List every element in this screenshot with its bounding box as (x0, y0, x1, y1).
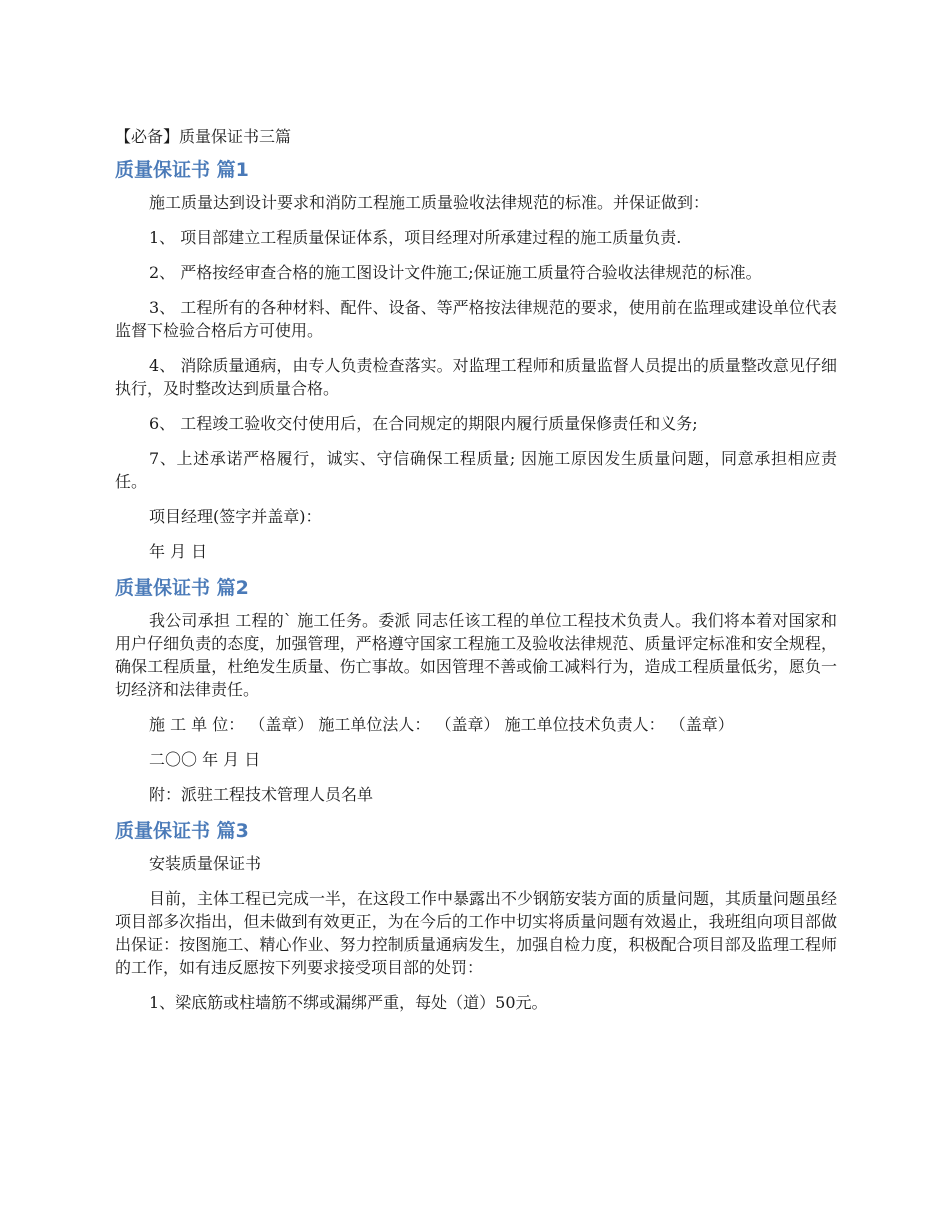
paragraph: 施工质量达到设计要求和消防工程施工质量验收法律规范的标准。并保证做到： (149, 193, 710, 212)
section-heading-1: 质量保证书 篇1 (115, 159, 249, 181)
paragraph: 目前，主体工程已完成一半，在这段工作中暴露出不少钢筋安装方面的质量问题，其质量问题虽经项目部多次指出，但未做到有效更正，为在今后的工作中切实将质量问题有效遏止，我班组向项目部做出保证：按图施工、精心作业、努力控制质量通病发生，加强自检力度，积极配合项目部及监理工程师的工作，如有违反愿按下列要求接受项目部的处罚： (115, 889, 838, 977)
document-title: 【必备】质量保证书三篇 (115, 127, 292, 146)
paragraph: 3、 工程所有的各种材料、配件、设备、等严格按法律规范的要求，使用前在监理或建设单位代表监督下检验合格后方可使用。 (115, 298, 837, 340)
paragraph: 安装质量保证书 (149, 854, 262, 873)
attachment-line: 附：派驻工程技术管理人员名单 (149, 785, 374, 804)
paragraph: 6、 工程竣工验收交付使用后，在合同规定的期限内履行质量保修责任和义务; (149, 414, 698, 433)
paragraph: 1、梁底筋或柱墙筋不绑或漏绑严重，每处（道）50元。 (149, 993, 548, 1012)
signature-line: 项目经理(签字并盖章)： (149, 507, 322, 526)
paragraph: 我公司承担 工程的` 施工任务。委派 同志任该工程的单位工程技术负责人。我们将本着对国家和用户仔细负责的态度，加强管理，严格遵守国家工程施工及验收法律规范、质量评定标准和安全规程，确保工程质量，杜绝发生质量、伤亡事故。如因管理不善或偷工减料行为，造成工程质量低劣，愿负一切经济和法律责任。 (115, 611, 837, 699)
date-line: 二〇〇 年 月 日 (149, 750, 261, 769)
document-page (115, 125, 837, 1026)
paragraph: 4、 消除质量通病，由专人负责检查落实。对监理工程师和质量监督人员提出的质量整改意见仔细执行，及时整改达到质量合格。 (115, 356, 837, 398)
paragraph: 2、 严格按经审查合格的施工图设计文件施工;保证施工质量符合验收法律规范的标准。 (149, 263, 762, 282)
date-line: 年 月 日 (149, 542, 208, 561)
section-heading-3: 质量保证书 篇3 (115, 820, 249, 842)
stamp-line: 施 工 单 位： （盖章） 施工单位法人： （盖章） 施工单位技术负责人： （盖章） (149, 715, 734, 734)
section-heading-2: 质量保证书 篇2 (115, 577, 249, 599)
paragraph: 7、上述承诺严格履行，诚实、守信确保工程质量; 因施工原因发生质量问题，同意承担相应责任。 (115, 449, 837, 491)
paragraph: 1、 项目部建立工程质量保证体系，项目经理对所承建过程的施工质量负责. (149, 228, 682, 247)
